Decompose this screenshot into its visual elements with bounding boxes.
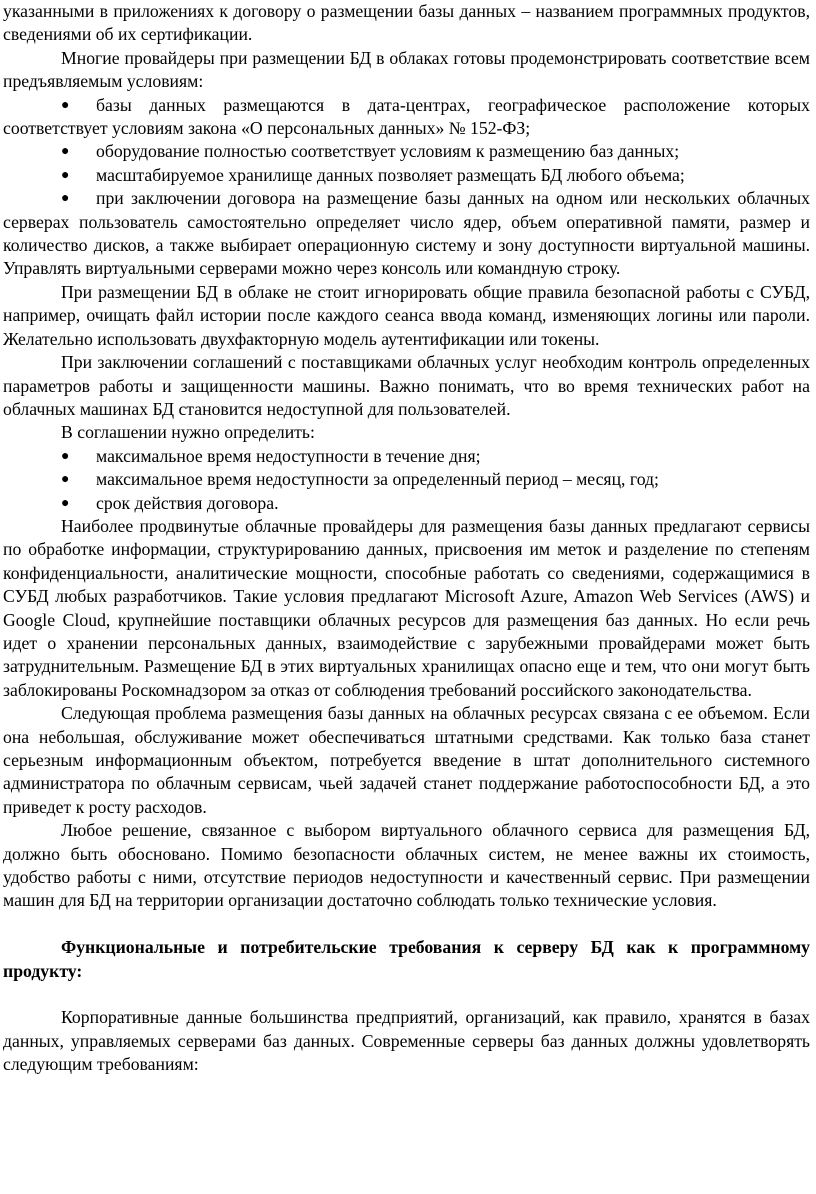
paragraph-define: В соглашении нужно определить: bbox=[61, 422, 315, 443]
bullet-icon: ● bbox=[61, 472, 70, 488]
list-item: ● максимальное время недоступности в течение дня; bbox=[3, 445, 810, 468]
provider-conditions-list bbox=[3, 94, 810, 281]
paragraph-agreements: При заключении соглашений с поставщиками облачных услуг необходим контроль определенных параметров работы и защищенности машины. Важно понимать, что во время технических работ на облачных машинах БД становится недоступной для пользователей. bbox=[3, 352, 810, 419]
bullet-icon: ● bbox=[61, 167, 70, 183]
bullet-icon: ● bbox=[61, 144, 70, 160]
bullet-icon: ● bbox=[61, 495, 70, 511]
list-item: ● при заключении договора на размещение базы данных на одном или нескольких облачных серверах пользователь самостоятельно определяет число ядер, объем оперативной памяти, размер и количество дисков, а также выбирает операционную систему и зону доступности виртуальной машины. Управлять виртуальными серверами можно через консоль или командную строку. bbox=[3, 188, 810, 279]
list-item: ● базы данных размещаются в дата-центрах, географическое расположение которых соответствует условиям закона «О персональных данных» № 152-ФЗ; bbox=[3, 94, 810, 139]
paragraph-advanced-providers: Наиболее продвинутые облачные провайдеры для размещения базы данных предлагают сервисы по обработке информации, структурированию данных, присвоения им меток и разделение по степеням конфиденциальности, аналитические мощности, способные работать со сведениями, содержащимися в СУБД любых разработчиков. Такие условия предлагают Microsoft Azure, Amazon Web Services (AWS) и Google Cloud, крупнейшие поставщики облачных ресурсов для размещения баз данных. Но если речь идет о хранении персональных данных, взаимодействие с зарубежными провайдерами может быть затруднительным. Размещение БД в этих виртуальных хранилищах опасно еще и тем, что они могут быть заблокированы Роскомнадзором за отказ от соблюдения требований российского законодательства. bbox=[3, 515, 810, 700]
paragraph-providers: Многие провайдеры при размещении БД в облаках готовы продемонстрировать соответствие всем предъявляемым условиям: bbox=[3, 47, 810, 92]
agreement-terms-list bbox=[3, 445, 810, 515]
paragraph-volume-problem: Следующая проблема размещения базы данных на облачных ресурсах связана с ее объемом. Если она небольшая, обслуживание может обеспечиваться штатными средствами. Как только база станет серьезным информационным объектом, потребуется введение в штат дополнительного системного администратора по облачным сервисам, чьей задачей станет поддержание работоспособности БД, а это приведет к росту расходов. bbox=[3, 703, 810, 817]
list-item: ● срок действия договора. bbox=[3, 492, 810, 515]
list-item: ● оборудование полностью соответствует условиям к размещению баз данных; bbox=[3, 140, 810, 163]
bullet-icon: ● bbox=[61, 448, 70, 464]
paragraph-corporate-data: Корпоративные данные большинства предприятий, организаций, как правило, хранятся в базах данных, управляемых серверами баз данных. Современные серверы баз данных должны удовлетворять следующим требованиям: bbox=[3, 1007, 810, 1075]
paragraph-justification: Любое решение, связанное с выбором виртуального облачного сервиса для размещения БД, должно быть обосновано. Помимо безопасности облачных систем, не менее важны их стоимость, удобство работы с ними, отсутствие периодов недоступности и качественный сервис. При размещении машин для БД на территории организации достаточно соблюдать только технические условия. bbox=[3, 820, 810, 911]
section-heading: Функциональные и потребительские требования к серверу БД как к программному продукту: bbox=[3, 937, 810, 981]
list-item: ● максимальное время недоступности за определенный период – месяц, год; bbox=[3, 468, 810, 491]
paragraph-security-rules: При размещении БД в облаке не стоит игнорировать общие правила безопасной работы с СУБД, например, очищать файл истории после каждого сеанса ввода команд, изменяющих логины или пароли. Желательно использовать двухфакторную модель аутентификации или токены. bbox=[3, 281, 810, 349]
bullet-icon: ● bbox=[61, 191, 70, 207]
list-item: ● масштабируемое хранилище данных позволяет размещать БД любого объема; bbox=[3, 164, 810, 187]
paragraph-continuation: указанными в приложениях к договору о размещении базы данных – названием программных продуктов, сведениями об их сертификации. bbox=[3, 1, 810, 45]
bullet-icon: ● bbox=[61, 97, 70, 113]
